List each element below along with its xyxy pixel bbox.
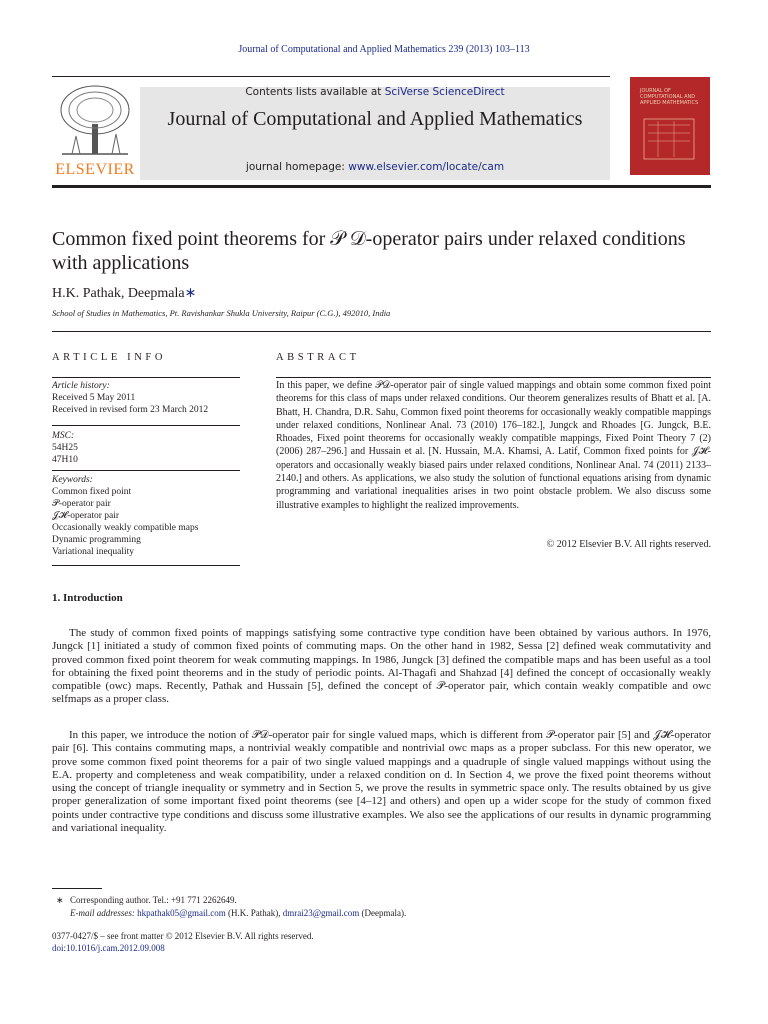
history-label: Article history: xyxy=(52,381,110,391)
email-name-pathak: (H.K. Pathak), xyxy=(227,908,281,918)
msc-block xyxy=(52,430,78,466)
footnote-mark: ∗ xyxy=(56,895,64,905)
article-history xyxy=(52,380,208,416)
email-link-deepmala[interactable]: dmrai23@gmail.com xyxy=(282,908,360,918)
keyword: 𝒫-operator pair xyxy=(52,499,111,509)
intro-paragraph-1: The study of common fixed points of mappings satisfying some contractive type condition have been obtained by various authors. In 1976, Jungck [1] initiated a study of common fixed points of commuting maps. On the other hand in 1982, Sessa [2] defined weak commutativity and proved common fixed point theorem for weak commuting mappings. In 1986, Jungck [3] defined the compatible maps and has been useful as a tool for obtaining the fixed point theorems and in the study of periodic points. Al-Thagafi and Shahzad [4] defined the concept of occasionally weakly compatible (owc) maps. Recently, Pathak and Hussain [5], defined the concept of 𝒫-operator pair, which contain weakly compatible and owc selfmaps as a proper class. xyxy=(52,627,711,706)
top-rule xyxy=(52,76,610,77)
abstract-text: In this paper, we define 𝒫𝒟-operator pair of single valued mappings and obtain some common fixed point theorems for this class of maps under relaxed conditions. Our theorem generalizes results of Bhatt et al. [A. Bhatt, H. Chandra, D.R. Sahu, Common fixed point theorems for occasionally weakly compatible mappings under relaxed conditions, Nonlinear Anal. 73 (2010) 176–182.], Jungck and Rhoades [G. Jungck, B.E. Rhoades, Fixed point theorems for occasionally weakly compatible mappings, Fixed Point Theory 7 (2) (2006) 287–296.] and Hussain et al. [N. Hussain, M.A. Khamsi, A. Latif, Common fixed points for 𝒥𝓗-operators and occasionally weakly biased pairs under relaxed conditions, Nonlinear Anal. 74 (2011) 2133–2140.] and others. As applications, we also study the solution of functional equations arising from dynamic programming and variational inequalities arises in two point obstacle problem. We also discuss some illustrative examples to highlight the realized improvements. xyxy=(276,380,711,511)
intro-paragraph-2: In this paper, we introduce the notion of 𝒫𝒟-operator pair for single valued maps, which is different from 𝒫-operator pair [5] and 𝒥𝓗-operator pair [6]. This contains commuting maps, a nontrivial weakly compatible and nontrivial owc maps as a proper subclass. For this new operator, we prove some common fixed point theorems for a pair of two single valued mappings and a quadruple of single valued mappings without using the E.A. property and completeness and weak compatibility, under a relaxed condition on d. In Section 4, we prove the fixed point theorems without using the concept of triangle inequality or symmetry and in Section 5, we prove the results in symmetric space only. The results obtained by us give proper generalization of some important fixed point theorems (see [4–12] and others) and open up a wider scope for the study of common fixed points under contractive type conditions and discuss some illustrative examples. We also see the applications of our results in dynamic programming and variational inequality. xyxy=(52,729,711,835)
abstract-heading: ABSTRACT xyxy=(276,352,360,363)
author-line xyxy=(52,285,196,302)
msc-code: 47H10 xyxy=(52,455,78,465)
keyword: 𝒥𝓗-operator pair xyxy=(52,511,120,521)
keyword: Variational inequality xyxy=(52,547,135,557)
article-title: Common fixed point theorems for 𝒫 𝒟-operator pairs under relaxed conditions with applications xyxy=(52,228,686,274)
homepage-prefix: journal homepage: xyxy=(245,161,349,173)
corresponding-author-note: Corresponding author. Tel.: +91 771 2262649. xyxy=(70,895,237,905)
corresponding-author-mark[interactable]: ∗ xyxy=(184,286,197,301)
msc-rule xyxy=(52,425,240,426)
journal-title: Journal of Computational and Applied Mathematics xyxy=(167,108,583,130)
homepage-line xyxy=(140,161,610,173)
contents-line xyxy=(140,86,610,98)
header-rule xyxy=(52,331,711,332)
msc-code: 54H25 xyxy=(52,443,78,453)
authors: H.K. Pathak, Deepmala xyxy=(52,286,185,301)
contents-prefix: Contents lists available at xyxy=(245,86,385,98)
email-label: E-mail addresses: xyxy=(70,908,135,918)
keywords-label: Keywords: xyxy=(52,475,93,485)
masthead-rule xyxy=(52,185,711,188)
sciencedirect-link[interactable]: SciVerse ScienceDirect xyxy=(384,86,505,98)
cover-title: JOURNAL OF COMPUTATIONAL AND APPLIED MATHEMATICS xyxy=(640,88,699,106)
journal-reference[interactable]: Journal of Computational and Applied Mathematics 239 (2013) 103–113 xyxy=(238,44,530,55)
elsevier-tree-logo xyxy=(52,84,138,160)
article-info-rule xyxy=(52,377,240,378)
revised-date: Received in revised form 23 March 2012 xyxy=(52,405,209,415)
article-info-bottom-rule xyxy=(52,565,240,566)
abstract-copyright: © 2012 Elsevier B.V. All rights reserved. xyxy=(546,539,711,550)
keyword: Dynamic programming xyxy=(52,535,141,545)
abstract-rule xyxy=(276,377,711,378)
received-date: Received 5 May 2011 xyxy=(52,393,136,403)
homepage-link[interactable]: www.elsevier.com/locate/cam xyxy=(348,161,505,173)
issn-line: 0377-0427/$ – see front matter © 2012 Elsevier B.V. All rights reserved. xyxy=(52,931,314,941)
section-heading-introduction: 1. Introduction xyxy=(52,592,123,604)
keyword: Common fixed point xyxy=(52,487,132,497)
keywords-block xyxy=(52,474,198,558)
email-name-deepmala: (Deepmala). xyxy=(361,908,407,918)
article-info-heading: ARTICLE INFO xyxy=(52,352,167,363)
doi-link[interactable]: doi:10.1016/j.cam.2012.09.008 xyxy=(52,943,165,953)
footnote-rule xyxy=(52,888,102,889)
affiliation: School of Studies in Mathematics, Pt. Ravishankar Shukla University, Raipur (C.G.), 492010, India xyxy=(52,308,391,318)
keywords-rule xyxy=(52,470,240,471)
email-link-pathak[interactable]: hkpathak05@gmail.com xyxy=(137,908,226,918)
publisher-wordmark: ELSEVIER xyxy=(55,161,135,178)
keyword: Occasionally weakly compatible maps xyxy=(52,523,199,533)
email-line xyxy=(70,908,406,918)
msc-label: MSC: xyxy=(52,431,75,441)
